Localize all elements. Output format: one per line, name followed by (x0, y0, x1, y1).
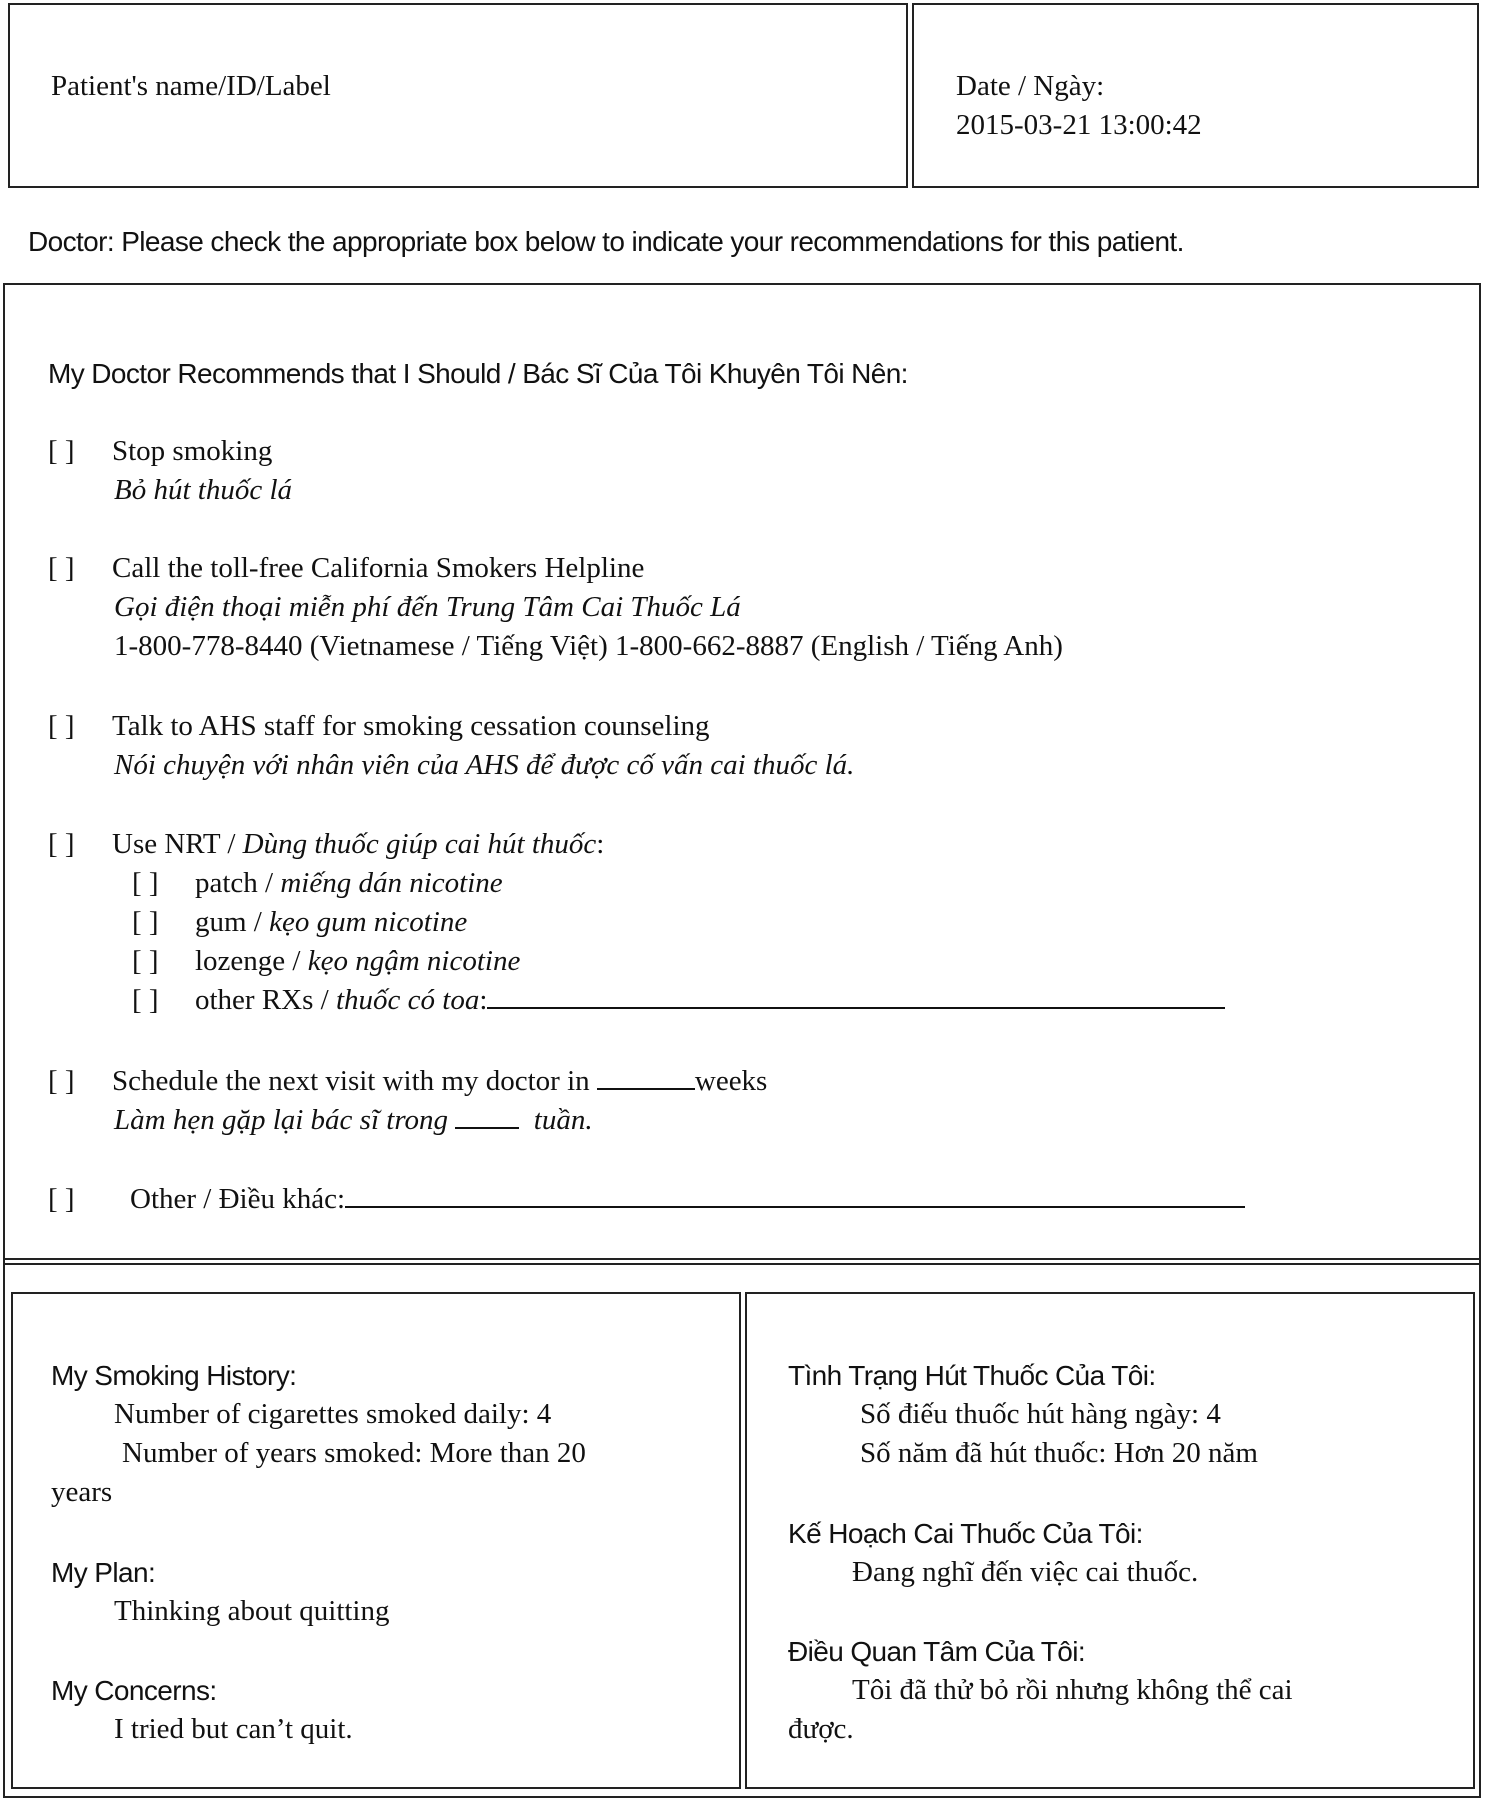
checkbox-call-helpline[interactable]: [ ] (48, 552, 75, 584)
checkbox-other[interactable]: [ ] (48, 1183, 75, 1215)
other-rx-en: other RXs / (195, 984, 336, 1016)
recommend-heading: My Doctor Recommends that I Should / Bác Sĩ Của Tôi Khuyên Tôi Nên: (48, 358, 908, 389)
plan-en: Thinking about quitting (114, 1595, 390, 1627)
concerns-vi-cont: được. (788, 1713, 854, 1745)
talk-ahs-vi: Nói chuyện với nhân viên của AHS để được cố vấn cai thuốc lá. (114, 749, 855, 781)
schedule-tuan-label: tuần. (533, 1104, 593, 1136)
plan-vi: Đang nghĩ đến việc cai thuốc. (852, 1556, 1199, 1588)
stop-smoking-vi: Bỏ hút thuốc lá (114, 474, 293, 506)
other-rx-option: other RXs / thuốc có toa: (195, 981, 1225, 1020)
checkbox-use-nrt[interactable]: [ ] (48, 828, 75, 860)
lozenge-option (195, 942, 520, 981)
concerns-vi-heading: Điều Quan Tâm Của Tôi: (788, 1636, 1086, 1667)
schedule-weeks-label: weeks (694, 1065, 768, 1097)
date-label: Date / Ngày: (956, 70, 1105, 102)
checkbox-stop-smoking[interactable]: [ ] (48, 435, 75, 467)
patch-vi: miếng dán nicotine (280, 867, 503, 899)
stop-smoking-en: Stop smoking (112, 435, 273, 467)
schedule-vi (114, 1101, 593, 1140)
gum-option (195, 903, 467, 942)
talk-ahs-en: Talk to AHS staff for smoking cessation counseling (112, 710, 710, 742)
gum-vi: kẹo gum nicotine (269, 906, 468, 938)
concerns-en-heading: My Concerns: (51, 1675, 217, 1706)
date-value: 2015-03-21 13:00:42 (956, 109, 1202, 141)
concerns-vi: Tôi đã thử bỏ rồi nhưng không thể cai (852, 1674, 1293, 1706)
use-nrt: Use NRT / Dùng thuốc giúp cai hút thuốc: (112, 828, 605, 860)
other-blank[interactable] (345, 1205, 1245, 1208)
other-rx-vi: thuốc có toa (335, 984, 480, 1016)
helpline-numbers: 1-800-778-8440 (Vietnamese / Tiếng Việt) 1-800-662-8887 (English / Tiếng Anh) (114, 630, 1063, 662)
concerns-en: I tried but can’t quit. (114, 1713, 353, 1745)
call-helpline-vi: Gọi điện thoại miễn phí đến Trung Tâm Cai Thuốc Lá (114, 591, 741, 623)
checkbox-schedule[interactable]: [ ] (48, 1065, 75, 1097)
other-rx-blank[interactable] (487, 1006, 1225, 1009)
other-option (130, 1180, 1245, 1219)
checkbox-talk-ahs[interactable]: [ ] (48, 710, 75, 742)
gum-en: gum / (195, 906, 270, 938)
years-smoked-vi: Số năm đã hút thuốc: Hơn 20 năm (860, 1437, 1258, 1469)
history-en-heading: My Smoking History: (51, 1360, 297, 1391)
checkbox-lozenge[interactable]: [ ] (132, 945, 159, 977)
patient-label: Patient's name/ID/Label (51, 70, 331, 102)
checkbox-patch[interactable]: [ ] (132, 867, 159, 899)
years-smoked-en: Number of years smoked: More than 20 (122, 1437, 586, 1469)
lozenge-vi: kẹo ngậm nicotine (307, 945, 521, 977)
checkbox-other-rx[interactable]: [ ] (132, 984, 159, 1016)
patch-en: patch / (195, 867, 281, 899)
use-nrt-vi: Dùng thuốc giúp cai hút thuốc (242, 828, 597, 860)
use-nrt-en: Use NRT / (112, 828, 243, 860)
schedule-en-text: Schedule the next visit with my doctor in (112, 1065, 597, 1097)
schedule-tuan-blank[interactable] (455, 1126, 519, 1129)
lozenge-en: lozenge / (195, 945, 308, 977)
cigs-daily-vi: Số điếu thuốc hút hàng ngày: 4 (860, 1398, 1221, 1430)
patch-option (195, 864, 503, 903)
schedule-vi-text: Làm hẹn gặp lại bác sĩ trong (114, 1104, 456, 1136)
plan-en-heading: My Plan: (51, 1557, 156, 1588)
other-label: Other / Điều khác: (130, 1183, 346, 1215)
history-vi-heading: Tình Trạng Hút Thuốc Của Tôi: (788, 1360, 1156, 1391)
cigs-daily-en: Number of cigarettes smoked daily: 4 (114, 1398, 552, 1430)
doctor-instruction: Doctor: Please check the appropriate box below to indicate your recommendations for this patient. (28, 226, 1184, 257)
checkbox-gum[interactable]: [ ] (132, 906, 159, 938)
plan-vi-heading: Kế Hoạch Cai Thuốc Của Tôi: (788, 1518, 1143, 1549)
years-smoked-en-cont: years (51, 1476, 113, 1508)
call-helpline-en: Call the toll-free California Smokers Helpline (112, 552, 645, 584)
schedule-en (112, 1062, 767, 1101)
schedule-weeks-blank[interactable] (597, 1087, 695, 1090)
